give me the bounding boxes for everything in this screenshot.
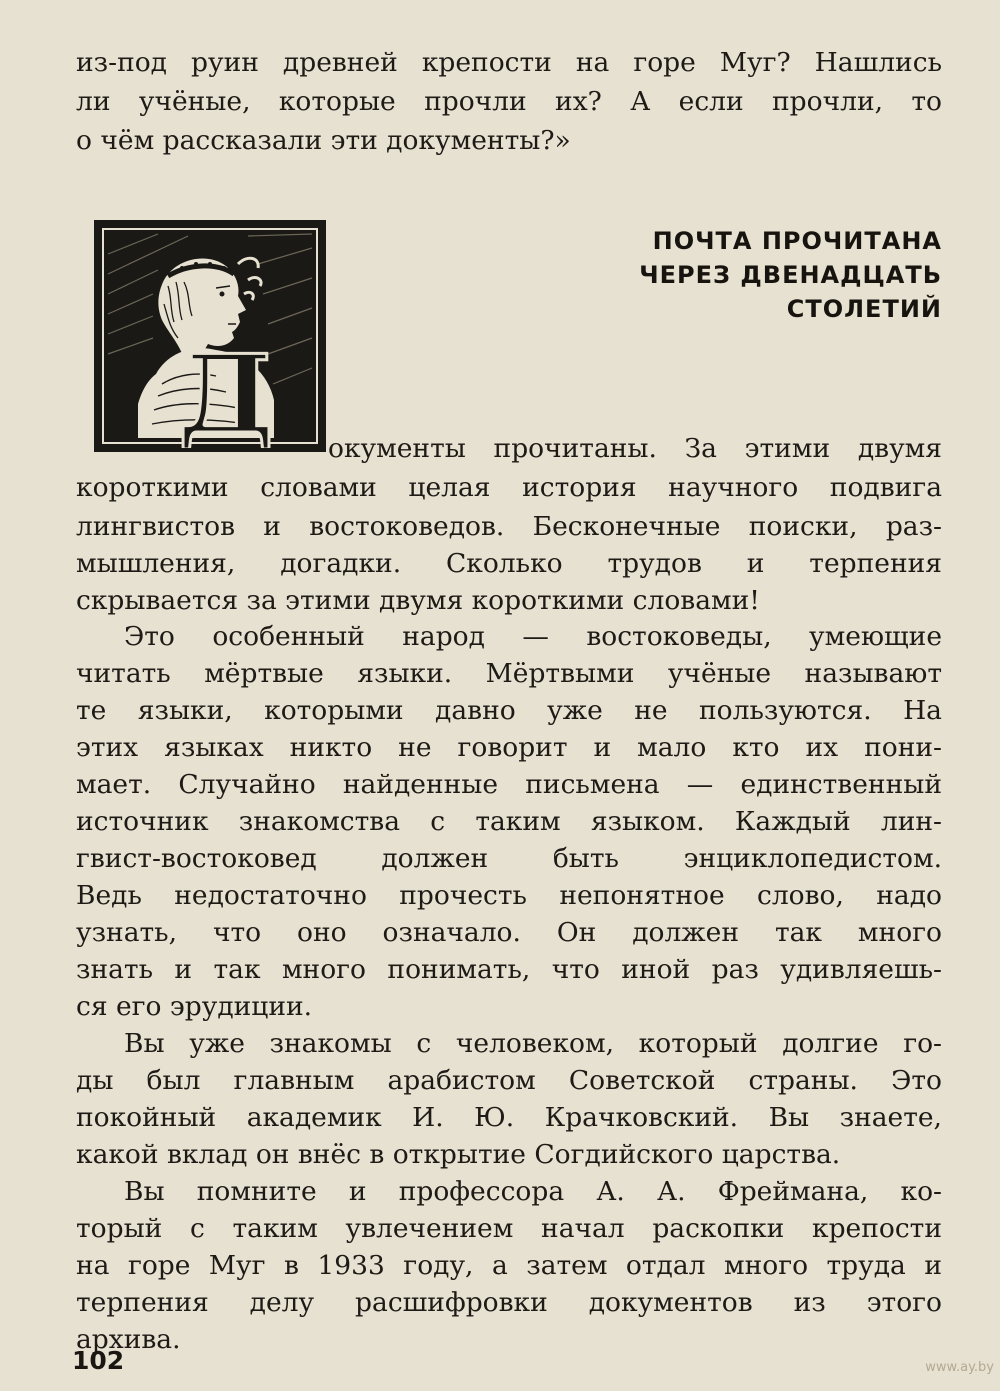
- paragraph3-line-2: ды был главным арабистом Советской страны. Это: [76, 1065, 942, 1096]
- paragraph1-line-4: мышления, догадки. Сколько трудов и терпения: [76, 548, 942, 579]
- paragraph2-line-3: те языки, которыми давно уже не пользуются. На: [76, 695, 942, 726]
- paragraph4-line-2: торый с таким увлечением начал раскопки крепости: [76, 1213, 942, 1244]
- paragraph3-line-4: какой вклад он внёс в открытие Согдийского царства.: [76, 1139, 841, 1170]
- paragraph2-line-7: гвист-востоковед должен быть энциклопедистом.: [76, 843, 942, 874]
- watermark: www.ay.by: [925, 1360, 994, 1375]
- chapter-heading-line-3: СТОЛЕТИЙ: [786, 295, 942, 323]
- paragraph4-line-3: на горе Муг в 1933 году, а затем отдал много труда и: [76, 1250, 942, 1281]
- paragraph2-line-11: ся его эрудиции.: [76, 991, 313, 1022]
- paragraph3-line-3: покойный академик И. Ю. Крачковский. Вы знаете,: [76, 1102, 942, 1133]
- paragraph4-line-1: Вы помните и профессора А. А. Фреймана, ко-: [124, 1176, 942, 1207]
- paragraph2-line-4: этих языках никто не говорит и мало кто их пони-: [76, 732, 942, 763]
- dropcap-letter: Д: [177, 332, 275, 448]
- paragraph2-line-6: источник знакомства с таким языком. Каждый лин-: [76, 806, 942, 837]
- paragraph1-line-5: скрывается за этими двумя короткими словами!: [76, 585, 760, 616]
- paragraph1-line-1: окументы прочитаны. За этими двумя: [328, 433, 942, 464]
- chapter-heading-line-2: ЧЕРЕЗ ДВЕНАДЦАТЬ: [639, 261, 942, 289]
- paragraph2-line-1: Это особенный народ — востоковеды, умеющие: [124, 621, 942, 652]
- paragraph4-line-4: терпения делу расшифровки документов из этого: [76, 1287, 942, 1318]
- dropcap-portrait-icon: [98, 224, 322, 448]
- paragraph2-line-9: узнать, что оно означало. Он должен так много: [76, 917, 942, 948]
- intro-line-2: ли учёные, которые прочли их? А если прочли, то: [76, 86, 942, 117]
- intro-line-1: из-под руин древней крепости на горе Муг? Нашлись: [76, 47, 942, 78]
- paragraph3-line-1: Вы уже знакомы с человеком, который долгие го-: [124, 1028, 942, 1059]
- paragraph2-line-2: читать мёртвые языки. Мёртвыми учёные называют: [76, 658, 942, 689]
- chapter-heading-line-1: ПОЧТА ПРОЧИТАНА: [652, 227, 942, 255]
- paragraph2-line-10: знать и так много понимать, что иной раз удивляешь-: [76, 954, 942, 985]
- dropcap-illustration: [94, 220, 326, 452]
- paragraph4-line-5: архива.: [76, 1324, 181, 1355]
- intro-line-3: о чём рассказали эти документы?»: [76, 125, 571, 156]
- paragraph1-line-3: лингвистов и востоковедов. Бесконечные поиски, раз-: [76, 511, 942, 542]
- paragraph1-line-2: короткими словами целая история научного подвига: [76, 472, 942, 503]
- page-number: 102: [72, 1346, 125, 1375]
- paragraph2-line-5: мает. Случайно найденные письмена — единственный: [76, 769, 942, 800]
- paragraph2-line-8: Ведь недостаточно прочесть непонятное слово, надо: [76, 880, 942, 911]
